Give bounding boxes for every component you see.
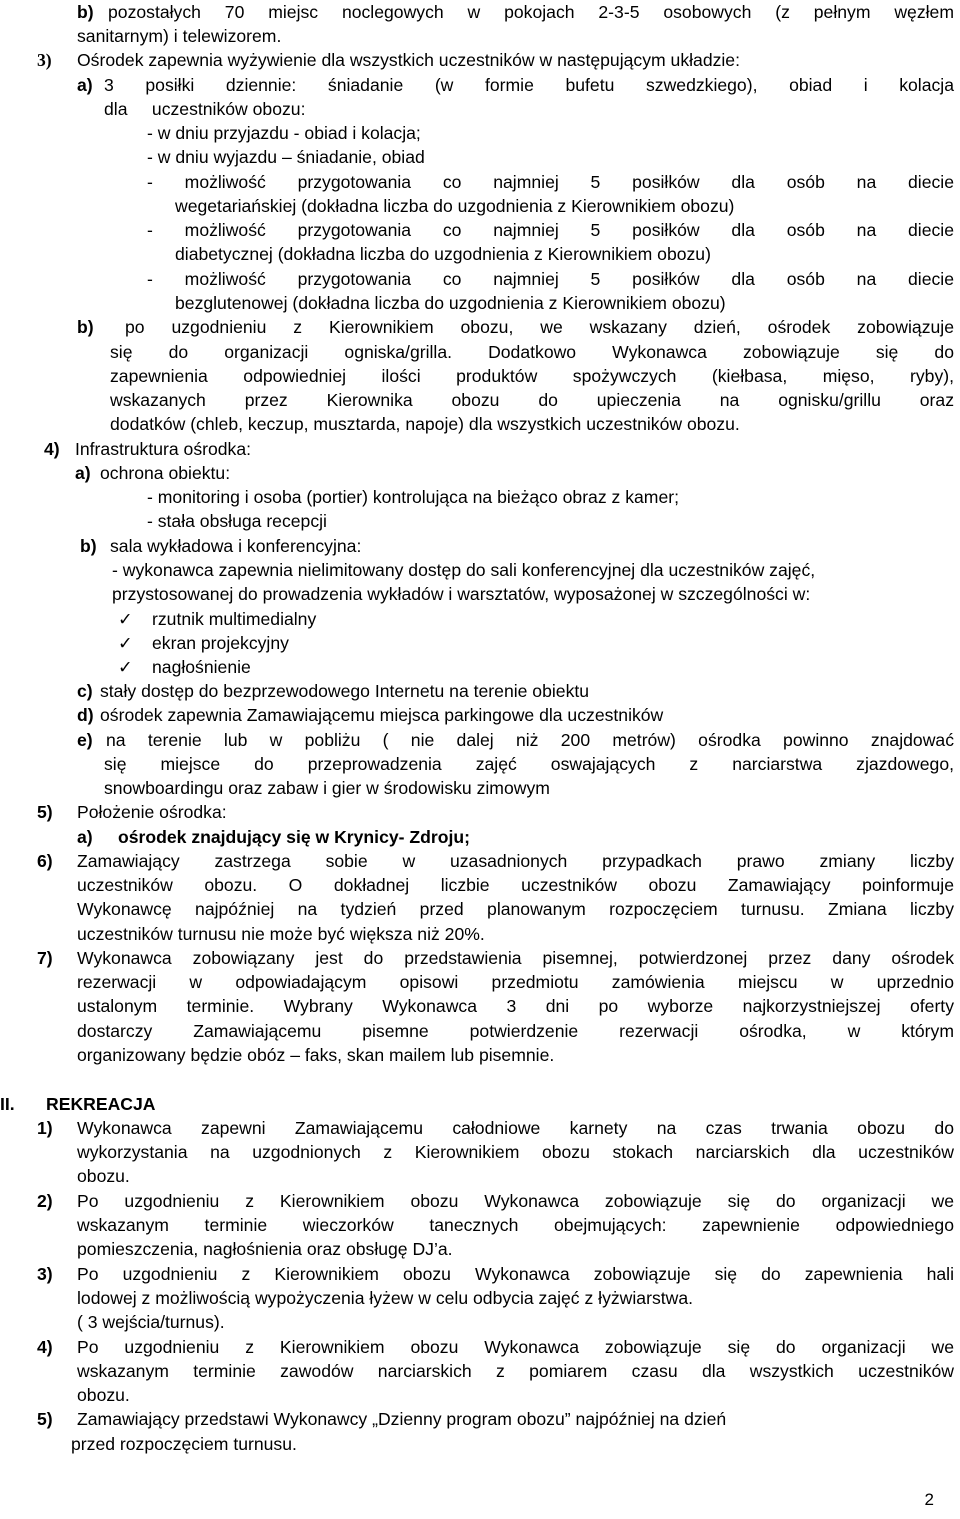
item3-b-line2: się do organizacji ogniska/grilla. Dodatkowo Wykonawca zobowiązuje się do xyxy=(110,342,954,362)
item3-a-line1: 3 posiłki dziennie: śniadanie (w formie bufetu szwedzkiego), obiad i kolacja xyxy=(104,75,954,95)
item7-line2: rezerwacji w odpowiadającym opisowi przedmiotu zamówienia miejscu w uprzednio xyxy=(77,972,954,992)
rekreacja-item-line: wykorzystania na uzgodnionych z Kierownikiem obozu stokach narciarskich dla uczestników xyxy=(77,1142,954,1162)
item5-a-label: a) xyxy=(77,827,93,847)
check-icon: ✓ xyxy=(118,609,133,629)
item7-line3: ustalonym terminie. Wybrany Wykonawca 3 dni po wyborze najkorzystniejszej oferty xyxy=(77,996,954,1016)
item4-a-reception: - stała obsługa recepcji xyxy=(147,511,327,531)
item7-line4: dostarczy Zamawiającemu pisemne potwierdzenie rezerwacji ośrodka, w którym xyxy=(77,1021,954,1041)
page-number: 2 xyxy=(924,1490,934,1509)
item3-arrival: - w dniu przyjazdu - obiad i kolacja; xyxy=(147,123,421,143)
item5-title: Położenie ośrodka: xyxy=(77,802,227,822)
item3-glutenfree-line2: bezglutenowej (dokładna liczba do uzgodnienia z Kierownikiem obozu) xyxy=(175,293,726,313)
item5-a-text: ośrodek znajdujący się w Krynicy- Zdroju; xyxy=(118,827,470,847)
item3-diabetic-line2: diabetycznej (dokładna liczba do uzgodnienia z Kierownikiem obozu) xyxy=(175,244,711,264)
rekreacja-item-line: obozu. xyxy=(77,1385,130,1405)
item7-line1: Wykonawca zobowiązany jest do przedstawienia pisemnej, potwierdzonej przez dany ośrodek xyxy=(77,948,954,968)
item4-number: 4) xyxy=(44,439,60,459)
item6-line3: Wykonawcę najpóźniej na tydzień przed planowanym rozpoczęciem turnusu. Zmiana liczby xyxy=(77,899,954,919)
item5-number: 5) xyxy=(37,802,53,822)
rekreacja-item-line: ( 3 wejścia/turnus). xyxy=(77,1312,225,1332)
item3-b-line1: po uzgodnieniu z Kierownikiem obozu, we wskazany dzień, ośrodek zobowiązuje xyxy=(125,317,954,337)
item4-d-text: ośrodek zapewnia Zamawiającemu miejsca parkingowe dla uczestników xyxy=(100,705,664,725)
rekreacja-item-line: wskazanym terminie zawodów narciarskich z pomiarem czasu dla wszystkich uczestników xyxy=(77,1361,954,1381)
rekreacja-item-number: 4) xyxy=(37,1337,53,1357)
section2-title: REKREACJA xyxy=(46,1094,156,1114)
item7-number: 7) xyxy=(37,948,53,968)
section2-number: II. xyxy=(0,1094,15,1114)
item3-departure: - w dniu wyjazdu – śniadanie, obiad xyxy=(147,147,425,167)
item3-b-line5: dodatków (chleb, keczup, musztarda, napoje) dla wszystkich uczestników obozu. xyxy=(110,414,740,434)
item3-b-line4: wskazanych przez Kierownika obozu do upieczenia na ognisku/grillu oraz xyxy=(110,390,954,410)
item4-a-monitoring: - monitoring i osoba (portier) kontrolująca na bieżąco obraz z kamer; xyxy=(147,487,679,507)
item3-number: 3) xyxy=(37,50,52,70)
item4-e-line2: się miejsce do przeprowadzenia zajęć oswajających z narciarstwa zjazdowego, xyxy=(104,754,954,774)
item4-b-line1: - wykonawca zapewnia nielimitowany dostęp do sali konferencyjnej dla uczestników zajęć, xyxy=(112,560,816,580)
rekreacja-item-number: 2) xyxy=(37,1191,53,1211)
checklist-item-label: nagłośnienie xyxy=(152,657,251,677)
top-b-line2: sanitarnym) i telewizorem. xyxy=(77,26,282,46)
rekreacja-item-line: obozu. xyxy=(77,1166,130,1186)
item4-b-line2: przystosowanej do prowadzenia wykładów i warsztatów, wyposażonej w szczególności w: xyxy=(112,584,811,604)
rekreacja-item-line: Po uzgodnieniu z Kierownikiem obozu Wykonawca zobowiązuje się do zapewnienia hali xyxy=(77,1264,954,1284)
item4-b-label: b) xyxy=(80,536,97,556)
rekreacja-item-line: przed rozpoczęciem turnusu. xyxy=(71,1434,297,1454)
rekreacja-item-line: lodowej z możliwością wypożyczenia łyżew w celu odbycia zajęć z łyżwiarstwa. xyxy=(77,1288,694,1308)
item3-diabetic-line1: - możliwość przygotowania co najmniej 5 posiłków dla osób na diecie xyxy=(147,220,954,240)
rekreacja-item-line: Zamawiający przedstawi Wykonawcy „Dzienny program obozu” najpóźniej na dzień xyxy=(77,1409,727,1429)
check-icon: ✓ xyxy=(118,657,133,677)
check-icon: ✓ xyxy=(118,633,133,653)
item6-line4: uczestników turnusu nie może być większa niż 20%. xyxy=(77,924,485,944)
checklist-item xyxy=(118,607,618,631)
rekreacja-item-line: Po uzgodnieniu z Kierownikiem obozu Wykonawca zobowiązuje się do organizacji we xyxy=(77,1337,954,1357)
item4-c-text: stały dostęp do bezprzewodowego Internetu na terenie obiektu xyxy=(100,681,590,701)
item4-a-label: a) xyxy=(75,463,91,483)
top-b-line1: pozostałych 70 miejsc noclegowych w pokojach 2-3-5 osobowych (z pełnym węzłem xyxy=(108,2,954,22)
item4-c-label: c) xyxy=(77,681,93,701)
rekreacja-item-line: wskazanym terminie wieczorków tanecznych obejmujących: zapewnienie odpowiedniego xyxy=(77,1215,954,1235)
item6-line1: Zamawiający zastrzega sobie w uzasadnionych przypadkach prawo zmiany liczby xyxy=(77,851,954,871)
item4-e-label: e) xyxy=(77,730,93,750)
rekreacja-item-number: 5) xyxy=(37,1409,53,1429)
checklist-item-label: ekran projekcyjny xyxy=(152,633,289,653)
item4-e-line3: snowboardingu oraz zabaw i gier w środowisku zimowym xyxy=(104,778,550,798)
checklist-item-label: rzutnik multimedialny xyxy=(152,609,317,629)
rekreacja-item-line: Wykonawca zapewni Zamawiającemu całodniowe karnety na czas trwania obozu do xyxy=(77,1118,954,1138)
checklist-item xyxy=(118,631,618,655)
item3-a-label: a) xyxy=(77,75,93,95)
item3-b-line3: zapewnienia odpowiedniej ilości produktów spożywczych (kiełbasa, mięso, ryby), xyxy=(110,366,954,386)
rekreacja-item-line: Po uzgodnieniu z Kierownikiem obozu Wykonawca zobowiązuje się do organizacji we xyxy=(77,1191,954,1211)
item4-b-title: sala wykładowa i konferencyjna: xyxy=(110,536,362,556)
item3-a-line2: dla uczestników obozu: xyxy=(104,99,306,119)
rekreacja-item-line: pomieszczenia, nagłośnienia oraz obsługę DJ’a. xyxy=(77,1239,453,1259)
item4-d-label: d) xyxy=(77,705,94,725)
rekreacja-item-number: 3) xyxy=(37,1264,53,1284)
item3-b-label: b) xyxy=(77,317,94,337)
checklist-item xyxy=(118,655,618,679)
item3-glutenfree-line1: - możliwość przygotowania co najmniej 5 posiłków dla osób na diecie xyxy=(147,269,954,289)
item6-line2: uczestników obozu. O dokładnej liczbie uczestników obozu Zamawiający poinformuje xyxy=(77,875,954,895)
top-b-label: b) xyxy=(77,2,94,22)
item3-vegetarian-line1: - możliwość przygotowania co najmniej 5 posiłków dla osób na diecie xyxy=(147,172,954,192)
item4-title: Infrastruktura ośrodka: xyxy=(75,439,252,459)
item4-e-line1: na terenie lub w pobliżu ( nie dalej niż 200 metrów) ośrodka powinno znajdować xyxy=(106,730,954,750)
item6-number: 6) xyxy=(37,851,53,871)
item7-line5: organizowany będzie obóz – faks, skan mailem lub pisemnie. xyxy=(77,1045,555,1065)
item3-intro: Ośrodek zapewnia wyżywienie dla wszystkich uczestników w następującym układzie: xyxy=(77,50,740,70)
rekreacja-item-number: 1) xyxy=(37,1118,53,1138)
item4-a-title: ochrona obiektu: xyxy=(100,463,231,483)
item3-vegetarian-line2: wegetariańskiej (dokładna liczba do uzgodnienia z Kierownikiem obozu) xyxy=(175,196,735,216)
